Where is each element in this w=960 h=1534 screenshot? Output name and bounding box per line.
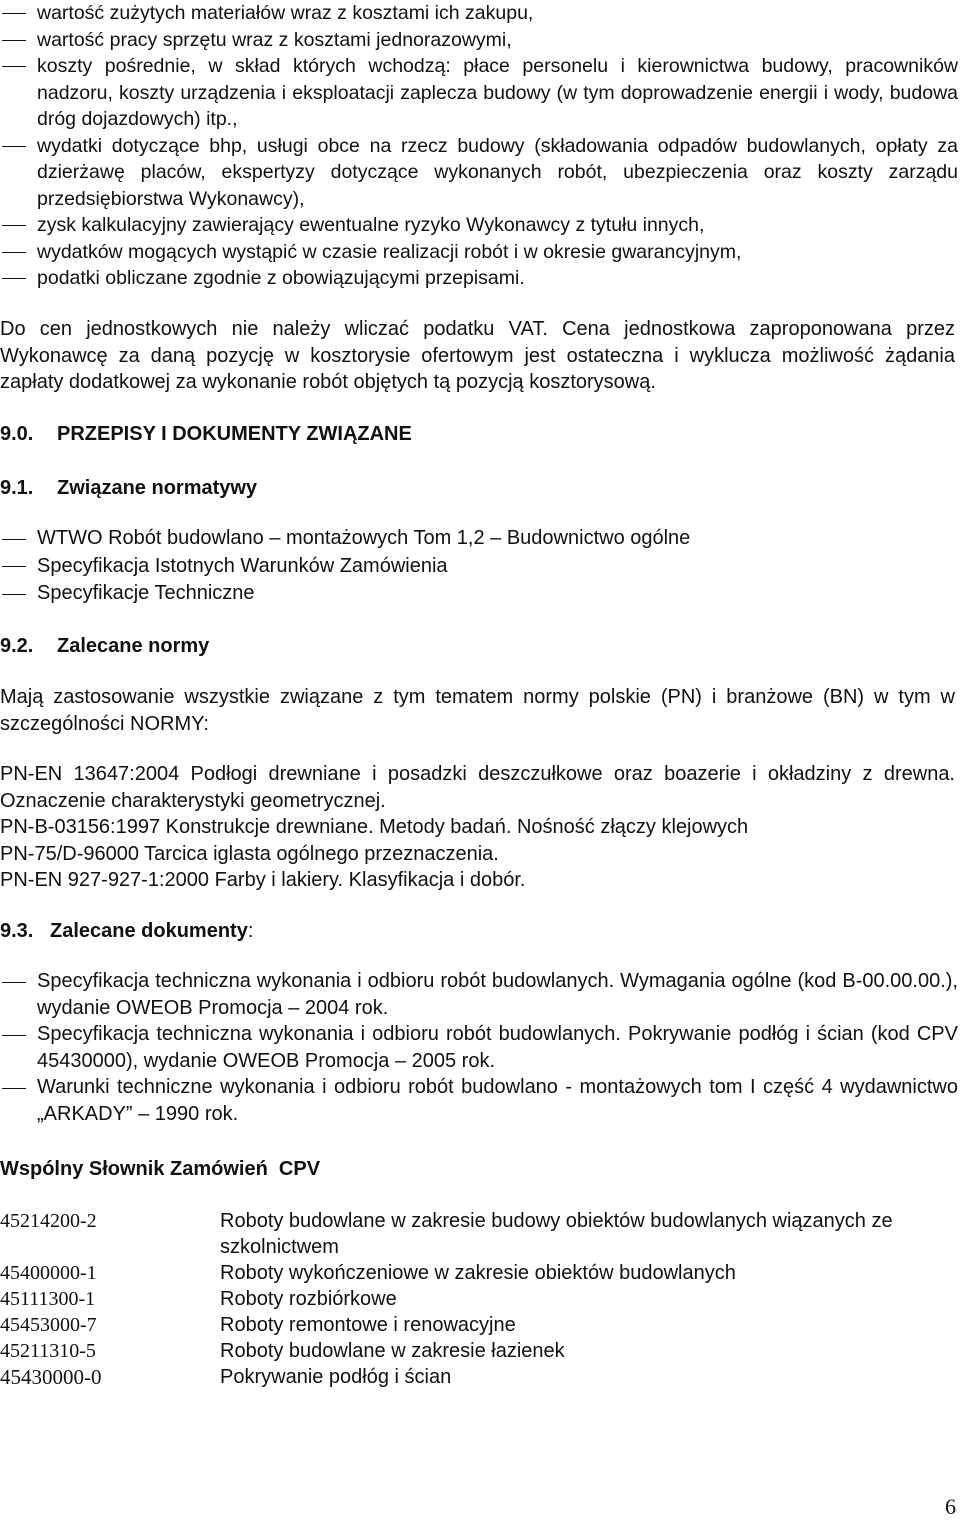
cpv-description: Roboty budowlane w zakresie łazienek [220, 1340, 565, 1362]
section-heading-9-0: 9.0. PRZEPISY I DOKUMENTY ZWIĄZANE [0, 423, 412, 445]
cost-components-list [0, 0, 960, 292]
norm-item: PN-B-03156:1997 Konstrukcje drewniane. Metody badań. Nośność złączy klejowych [0, 816, 749, 839]
table-row [0, 1260, 960, 1286]
list-item: koszty pośrednie, w skład których wchodzą: płace personelu i kierownictwa budowy, pracowników nadzoru, koszty urządzenia i eksploatacji zaplecza budowy (w tym doprowadzenie energii i wody, budowa dróg dojazdowych) itp., [37, 55, 958, 130]
list-item: WTWO Robót budowlano – montażowych Tom 1,2 – Budownictwo ogólne [37, 527, 691, 549]
norm-item: PN-75/D-96000 Tarcica iglasta ogólnego przeznaczenia. [0, 842, 499, 865]
normatives-list [0, 525, 960, 608]
cpv-description: Roboty budowlane w zakresie budowy obiektów budowlanych wiązanych ze szkolnictwem [220, 1210, 893, 1258]
list-item: wydatków mogących wystąpić w czasie realizacji robót i w okresie gwarancyjnym, [37, 240, 742, 263]
list-item: Specyfikacje Techniczne [37, 582, 255, 604]
cpv-description: Pokrywanie podłóg i ścian [220, 1366, 452, 1388]
table-row [0, 1286, 960, 1312]
section-heading-9-1: 9.1. Związane normatywy [0, 477, 258, 499]
norms-list [0, 761, 955, 894]
cpv-heading: Wspólny Słownik Zamówień CPV [0, 1158, 321, 1180]
page-number: 6 [945, 1494, 956, 1519]
cpv-code: 45214200-2 [0, 1210, 97, 1232]
list-item: wartość zużytych materiałów wraz z kosztami ich zakupu, [37, 2, 534, 24]
list-item: Specyfikacja techniczna wykonania i odbioru robót budowlanych. Wymagania ogólne (kod B-00.00.00.), wydanie OWEOB Promocja – 2004 rok. [37, 970, 958, 1019]
vat-paragraph: Do cen jednostkowych nie należy wliczać podatku VAT. Cena jednostkowa zaproponowana przez Wykonawcę za daną pozycję w kosztorysie ofertowym jest ostateczna i wyklucza możliwość żądania zapłaty dodatkowej za wykonanie robót objętych tą pozycją kosztorysową. [0, 318, 955, 394]
table-row [0, 1208, 960, 1260]
cpv-code: 45400000-1 [0, 1262, 97, 1284]
documents-list [0, 968, 960, 1128]
norm-item: PN-EN 927-927-1:2000 Farby i lakiery. Klasyfikacja i dobór. [0, 869, 526, 892]
cpv-description: Roboty rozbiórkowe [220, 1288, 397, 1310]
list-item: podatki obliczane zgodnie z obowiązującymi przepisami. [37, 267, 525, 289]
list-item: wydatki dotyczące bhp, usługi obce na rzecz budowy (składowania odpadów budowlanych, opłaty za dzierżawę placów, ekspertyzy dotyczące wykonanych robót, ubezpieczenia oraz koszty zarządu przedsiębiorstwa Wykonawcy), [37, 134, 958, 210]
section-heading-9-3: 9.3. Zalecane dokumenty: [0, 920, 254, 942]
norms-intro-paragraph: Mają zastosowanie wszystkie związane z tym tematem normy polskie (PN) i branżowe (BN) w tym w szczególności NORMY: [0, 686, 955, 735]
table-row [0, 1338, 960, 1364]
table-row [0, 1364, 960, 1390]
cpv-code: 45430000-0 [0, 1365, 102, 1389]
list-item: Warunki techniczne wykonania i odbioru robót budowlano - montażowych tom I część 4 wydawnictwo „ARKADY” – 1990 rok. [37, 1076, 958, 1125]
list-item: zysk kalkulacyjny zawierający ewentualne ryzyko Wykonawcy z tytułu innych, [37, 214, 705, 236]
cpv-code: 45453000-7 [0, 1314, 97, 1336]
cpv-description: Roboty remontowe i renowacyjne [220, 1314, 516, 1336]
cpv-codes-table [0, 1208, 960, 1390]
norm-item: PN-EN 13647:2004 Podłogi drewniane i posadzki deszczułkowe oraz boazerie i okładziny z drewna. Oznaczenie charakterystyki geometrycznej. [0, 763, 955, 812]
cpv-code: 45211310-5 [0, 1340, 96, 1362]
list-item: wartość pracy sprzętu wraz z kosztami jednorazowymi, [37, 28, 512, 51]
cpv-description: Roboty wykończeniowe w zakresie obiektów budowlanych [220, 1262, 736, 1284]
table-row [0, 1312, 960, 1338]
list-item: Specyfikacja Istotnych Warunków Zamówienia [37, 554, 448, 577]
list-item: Specyfikacja techniczna wykonania i odbioru robót budowlanych. Pokrywanie podłóg i ścian (kod CPV 45430000), wydanie OWEOB Promocja – 2005 rok. [37, 1023, 958, 1072]
section-heading-9-2: 9.2. Zalecane normy [0, 635, 210, 657]
cpv-code: 45111300-1 [0, 1288, 96, 1310]
